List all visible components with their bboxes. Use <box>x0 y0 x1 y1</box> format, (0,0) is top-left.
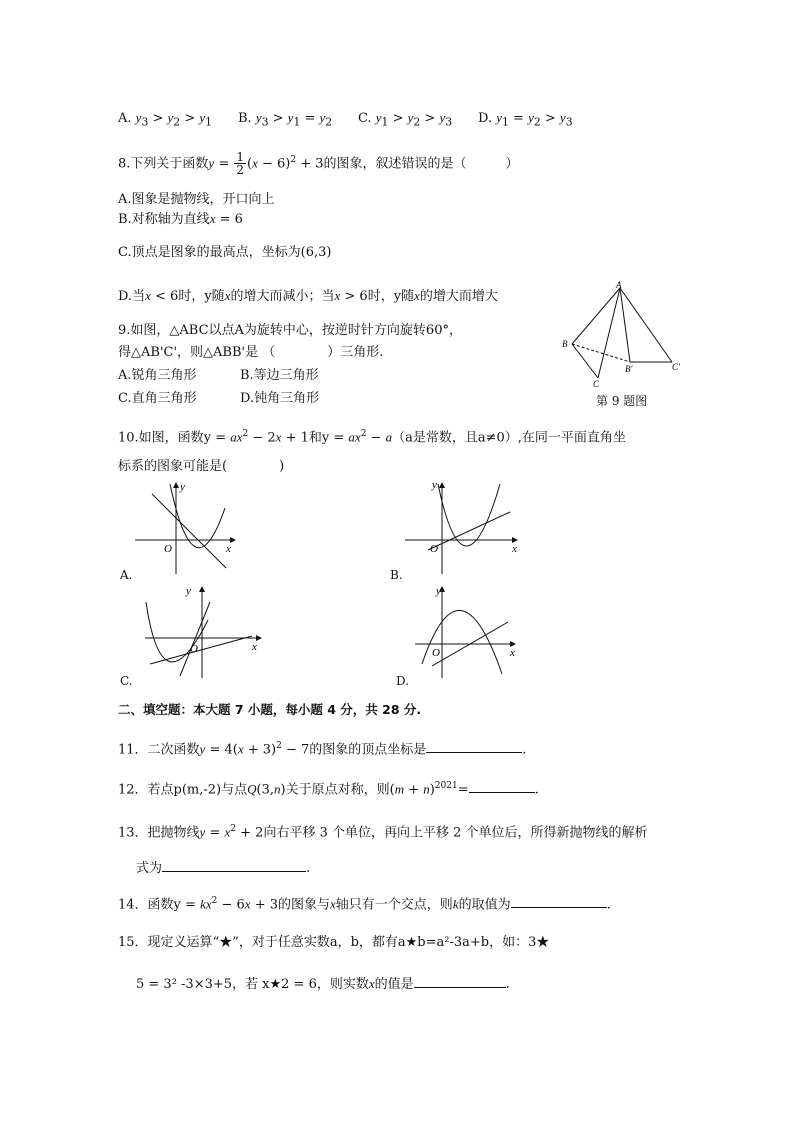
svg-text:x: x <box>512 543 517 555</box>
q7-option-c: C. $y_1 > y_2 > y_3$ <box>358 110 453 129</box>
q10-graph-c <box>140 582 270 682</box>
q10-graph-d <box>410 582 530 682</box>
q9-line1: 9.如图，△ABC以点A为旋转中心，按逆时针方向旋转60°， <box>118 323 462 338</box>
q10-label-b: B. <box>390 568 403 582</box>
svg-text:x: x <box>252 641 257 653</box>
q11-answer-blank[interactable] <box>426 738 522 753</box>
q10-graph-a <box>130 478 240 578</box>
q14: 14．函数$y = kx^2 - 6x + 3$的图象与x轴只有一个交点，则k的取值为 . <box>118 892 611 914</box>
q9-label-bprime: B' <box>625 364 633 374</box>
q8-option-b: B.对称轴为直线x = 6 <box>118 211 243 227</box>
q8-option-a: A.图象是抛物线，开口向上 <box>118 192 275 207</box>
svg-text:x: x <box>226 543 231 555</box>
q9-label-cprime: C' <box>672 362 680 372</box>
q15-answer-blank[interactable] <box>414 973 506 988</box>
q15-line1: 15．现定义运算“★”，对于任意实数a，b，都有a★b=a²-3a+b，如：3★ <box>118 935 550 950</box>
q7-option-a: A. $y_3 > y_2 > y_1$ <box>118 110 213 129</box>
q10-graph-b <box>400 478 520 578</box>
q14-answer-blank[interactable] <box>511 893 607 908</box>
q10-label-d: D. <box>396 674 410 688</box>
section2-title: 二、填空题：本大题 7 小题，每小题 4 分，共 28 分. <box>118 702 422 717</box>
q13-answer-blank[interactable] <box>162 857 306 872</box>
q9-triangle-figure <box>560 280 690 390</box>
q9-label-b: B <box>562 339 568 349</box>
q8-stem: 8.下列关于函数y = $\frac{1}{2}$ $(x - 6)^2 + 3$的图象，叙述错误的是（ ） <box>118 150 519 178</box>
q9-option-b: B.等边三角形 <box>240 368 319 383</box>
q10-label-a: A. <box>120 568 133 582</box>
q12-answer-blank[interactable] <box>469 778 535 793</box>
q10-label-c: C. <box>120 674 133 688</box>
q7-option-b: B. $y_3 > y_1 = y_2$ <box>238 110 333 129</box>
svg-text:O: O <box>190 643 198 655</box>
q8-option-d: D.当x < 6时，y随x的增大而减小；当x > 6时，y随x的增大而增大 <box>118 288 498 304</box>
svg-text:y: y <box>432 479 437 491</box>
q9-label-c: C <box>593 379 600 389</box>
q9-line2: 得△AB'C'，则△ABB'是 （ ）三角形. <box>118 345 384 360</box>
q9-figure-caption: 第 9 题图 <box>596 394 648 408</box>
svg-text:y: y <box>186 585 191 597</box>
q11: 11．二次函数$y = 4(x + 3)^2 - 7$的图象的顶点坐标是 . <box>118 737 526 759</box>
q9-option-c: C.直角三角形 <box>118 391 197 406</box>
svg-text:O: O <box>430 543 438 555</box>
q13-line1: 13．把抛物线$y = x^2 + 2$向右平移 3 个单位，再向上平移 2 个单位后，所得新抛物线的解析 <box>118 824 648 841</box>
q12: 12．若点p(m,-2)与点Q(3,n)关于原点对称，则$(m + n)^{2021}=$ . <box>118 777 539 799</box>
q9-option-d: D.钝角三角形 <box>240 391 320 406</box>
q13-line2: 式为 . <box>136 857 310 878</box>
svg-text:y: y <box>180 481 185 493</box>
q10-line2: 标系的图象可能是( ) <box>118 459 285 474</box>
q15-line2: 5 = 3² -3×3+5，若 x★2 = 6，则实数x的值是 . <box>136 973 510 994</box>
q8-option-c: C.顶点是图象的最高点，坐标为(6,3) <box>118 245 332 260</box>
q10-stem: 10.如图，函数$y = ax^2 - 2x + 1$和$y = ax^2 - a(a$是常数，且a≠0）,在同一平面直角坐 <box>118 429 626 446</box>
q7-option-d: D. $y_1 = y_2 > y_3$ <box>478 110 573 129</box>
q9-option-a: A.锐角三角形 <box>118 368 197 383</box>
q9-label-a: A <box>616 280 622 290</box>
svg-text:x: x <box>510 647 515 659</box>
svg-text:O: O <box>164 543 172 555</box>
svg-text:O: O <box>432 647 440 659</box>
svg-text:y: y <box>436 585 441 597</box>
